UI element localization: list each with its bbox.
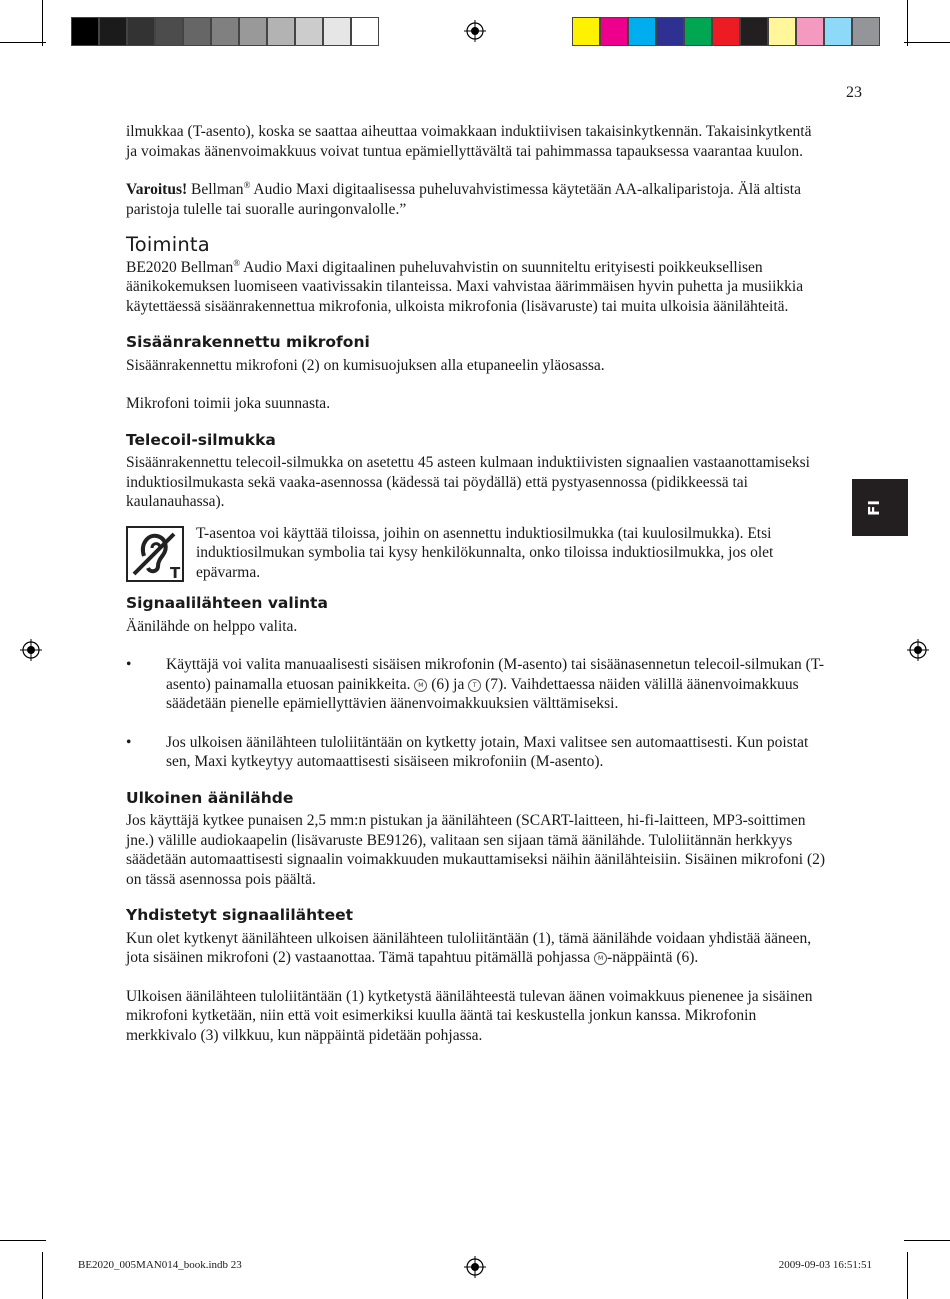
grayscale-swatch (71, 17, 99, 46)
color-swatch (796, 17, 824, 46)
grayscale-swatch (99, 17, 127, 46)
warning-text: Audio Maxi digitaalisessa puheluvahvistimessa käytetään AA-alkaliparistoja. Älä altista paristoja tulelle tai suoralle auringonvalolle.” (126, 181, 801, 218)
bullet-marker: • (126, 733, 132, 751)
color-swatch (712, 17, 740, 46)
bullet-marker: • (126, 656, 132, 673)
slug-timestamp: 2009-09-03 16:51:51 (778, 1259, 872, 1271)
valinta-paragraph: Äänilähde on helppo valita. (126, 617, 298, 635)
color-swatch (852, 17, 880, 46)
registered-mark: ® (233, 257, 241, 268)
telecoil-note (126, 524, 826, 583)
m-button-icon: M (594, 952, 607, 965)
registration-mark-icon (464, 20, 486, 42)
section-heading-telecoil: Telecoil-silmukka (126, 430, 276, 449)
warning-label: Varoitus! (126, 181, 188, 198)
brand-text: Bellman (187, 181, 244, 198)
list-item-text (166, 655, 826, 714)
crop-mark (907, 0, 908, 46)
grayscale-swatch (239, 17, 267, 46)
list-item-text-part: (7). Vaihdettaessa näiden välillä äänenvoimakkuus säädetään pienelle epämiellyttävien äänenvoimakkuuksien välttämiseksi. (166, 675, 799, 712)
m-button-icon: M (414, 679, 427, 692)
registered-mark: ® (243, 179, 251, 190)
mikrofoni-paragraph: Sisäänrakennettu mikrofoni (2) on kumisuojuksen alla etupaneelin yläosassa. (126, 356, 605, 374)
toiminta-text: BE2020 Bellman (126, 258, 234, 276)
color-swatch (600, 17, 628, 46)
color-swatch (628, 17, 656, 46)
language-tab (852, 479, 908, 536)
yhdistetyt-paragraph (126, 929, 826, 968)
grayscale-swatch (183, 17, 211, 46)
list-item-text: Jos ulkoisen äänilähteen tuloliitäntään on kytketty jotain, Maxi valitsee sen automaattisesti. Kun poistat sen, Maxi kytkeytyy automaattisesti sisäiseen mikrofoniin (M-asento). (166, 733, 809, 770)
telecoil-note-text: T-asentoa voi käyttää tiloissa, joihin on asennettu induktiosilmukka (tai kuulosilmukka). Etsi induktiosilmukan symbolia tai kysy henkilökunnalta, onko tiloissa induktiosilmukka, jos olet epävarma. (196, 524, 774, 581)
yhdistetyt-text: Kun olet kytkenyt äänilähteen ulkoisen äänilähteen tuloliitäntään (1), tämä äänilähde voidaan yhdistää ääneen, jota sisäinen mikrofoni (2) vastaanottaa. Tämä tapahtuu pitämällä pohjassa (126, 929, 812, 966)
registration-mark-icon (20, 639, 42, 661)
hearing-loop-letter: T (170, 563, 181, 582)
color-swatch (656, 17, 684, 46)
crop-mark (42, 1252, 43, 1299)
grayscale-swatch (351, 17, 379, 46)
telecoil-paragraph: Sisäänrakennettu telecoil-silmukka on asetettu 45 asteen kulmaan induktiivisten signaalien vastaanottamiseksi induktiosilmukasta sekä vaaka-asennossa (kädessä tai pöydällä) että pystyasennossa (pidikkeessä tai kaulanauhassa). (126, 454, 810, 510)
section-heading-mikrofoni: Sisäänrakennettu mikrofoni (126, 333, 370, 351)
color-swatch (572, 17, 600, 46)
list-item (126, 655, 826, 714)
registration-mark-icon (907, 639, 929, 661)
section-heading-toiminta: Toiminta (126, 233, 210, 256)
grayscale-swatch (211, 17, 239, 46)
color-swatch (768, 17, 796, 46)
yhdistetyt-paragraph: Ulkoisen äänilähteen tuloliitäntään (1) kytketystä äänilähteestä tulevan äänen voimakkuus pienenee ja sisäinen mikrofoni kytketään, niin että voit esimerkiksi kuulla ääntä tai keskustella jonkun kanssa. Mikrofonin merkkivalo (3) vilkkuu, kun näppäintä pidetään pohjassa. (126, 987, 813, 1044)
ulkoinen-paragraph: Jos käyttäjä kytkee punaisen 2,5 mm:n pistukan ja äänilähteen (SCART-laitteen, hi-fi-laitteen, MP3-soittimen jne.) välille audiokaapelin (lisävaruste BE9126), valitaan sen sijaan tämä äänilähde. Tuloliitännän herkkyys säädetään automaattisesti signaalin voimakkuuden mukauttamiseksi näihin äänilähteisiin. Sisäinen mikrofoni (2) on tässä asennossa pois päältä. (126, 812, 826, 888)
crop-mark (0, 42, 46, 43)
list-item-text-part: Käyttäjä voi valita manuaalisesti sisäisen mikrofonin (M-asento) tai sisäänasennetun telecoil-silmukan (T-asento) painamalla etuosan painikkeita. (166, 656, 825, 693)
warning-paragraph (126, 180, 826, 219)
crop-mark (42, 0, 43, 46)
crop-mark (907, 1252, 908, 1299)
toiminta-paragraph (126, 258, 826, 317)
section-heading-yhdistetyt: Yhdistetyt signaalilähteet (126, 906, 353, 924)
color-swatch (824, 17, 852, 46)
language-tab-label: FI (864, 500, 883, 516)
slug-file-info: BE2020_005MAN014_book.indb 23 (78, 1259, 242, 1271)
grayscale-swatch (267, 17, 295, 46)
hearing-loop-icon (126, 526, 184, 582)
t-button-icon: T (468, 679, 481, 692)
section-heading-valinta: Signaalilähteen valinta (126, 594, 328, 612)
grayscale-swatch (323, 17, 351, 46)
grayscale-swatch (127, 17, 155, 46)
yhdistetyt-text: -näppäintä (6). (607, 949, 699, 966)
list-item-text-part: (6) ja (427, 675, 469, 693)
color-swatch (684, 17, 712, 46)
intro-paragraph: ilmukkaa (T-asento), koska se saattaa aiheuttaa voimakkaan induktiivisen takaisinkytkennän. Takaisinkytkentä ja voimakas äänenvoimakkuus voivat tuntua epämiellyttävältä tai pahimmassa tapauksessa vaarantaa kuulon. (126, 123, 812, 160)
mikrofoni-paragraph: Mikrofoni toimii joka suunnasta. (126, 395, 331, 412)
page-content (126, 122, 826, 1045)
grayscale-swatch (155, 17, 183, 46)
color-swatch (740, 17, 768, 46)
registration-mark-icon (464, 1256, 486, 1278)
section-heading-ulkoinen: Ulkoinen äänilähde (126, 788, 294, 807)
page-number: 23 (846, 84, 862, 101)
crop-mark (904, 42, 950, 43)
list-item (126, 733, 826, 772)
toiminta-text: Audio Maxi digitaalinen puheluvahvistin on suunniteltu erityisesti poikkeuksellisen äänikokemuksen luomiseen vaativissakin tilanteissa. Maxi vahvistaa äärimmäisen hyvin puhetta ja musiikkia käytettäessä sisäänrakennettua mikrofonia, ulkoista mikrofonia (lisävaruste) tai muita ulkoisia äänilähteitä. (126, 258, 804, 315)
grayscale-swatch (295, 17, 323, 46)
crop-mark (0, 1240, 46, 1241)
crop-mark (904, 1240, 950, 1241)
